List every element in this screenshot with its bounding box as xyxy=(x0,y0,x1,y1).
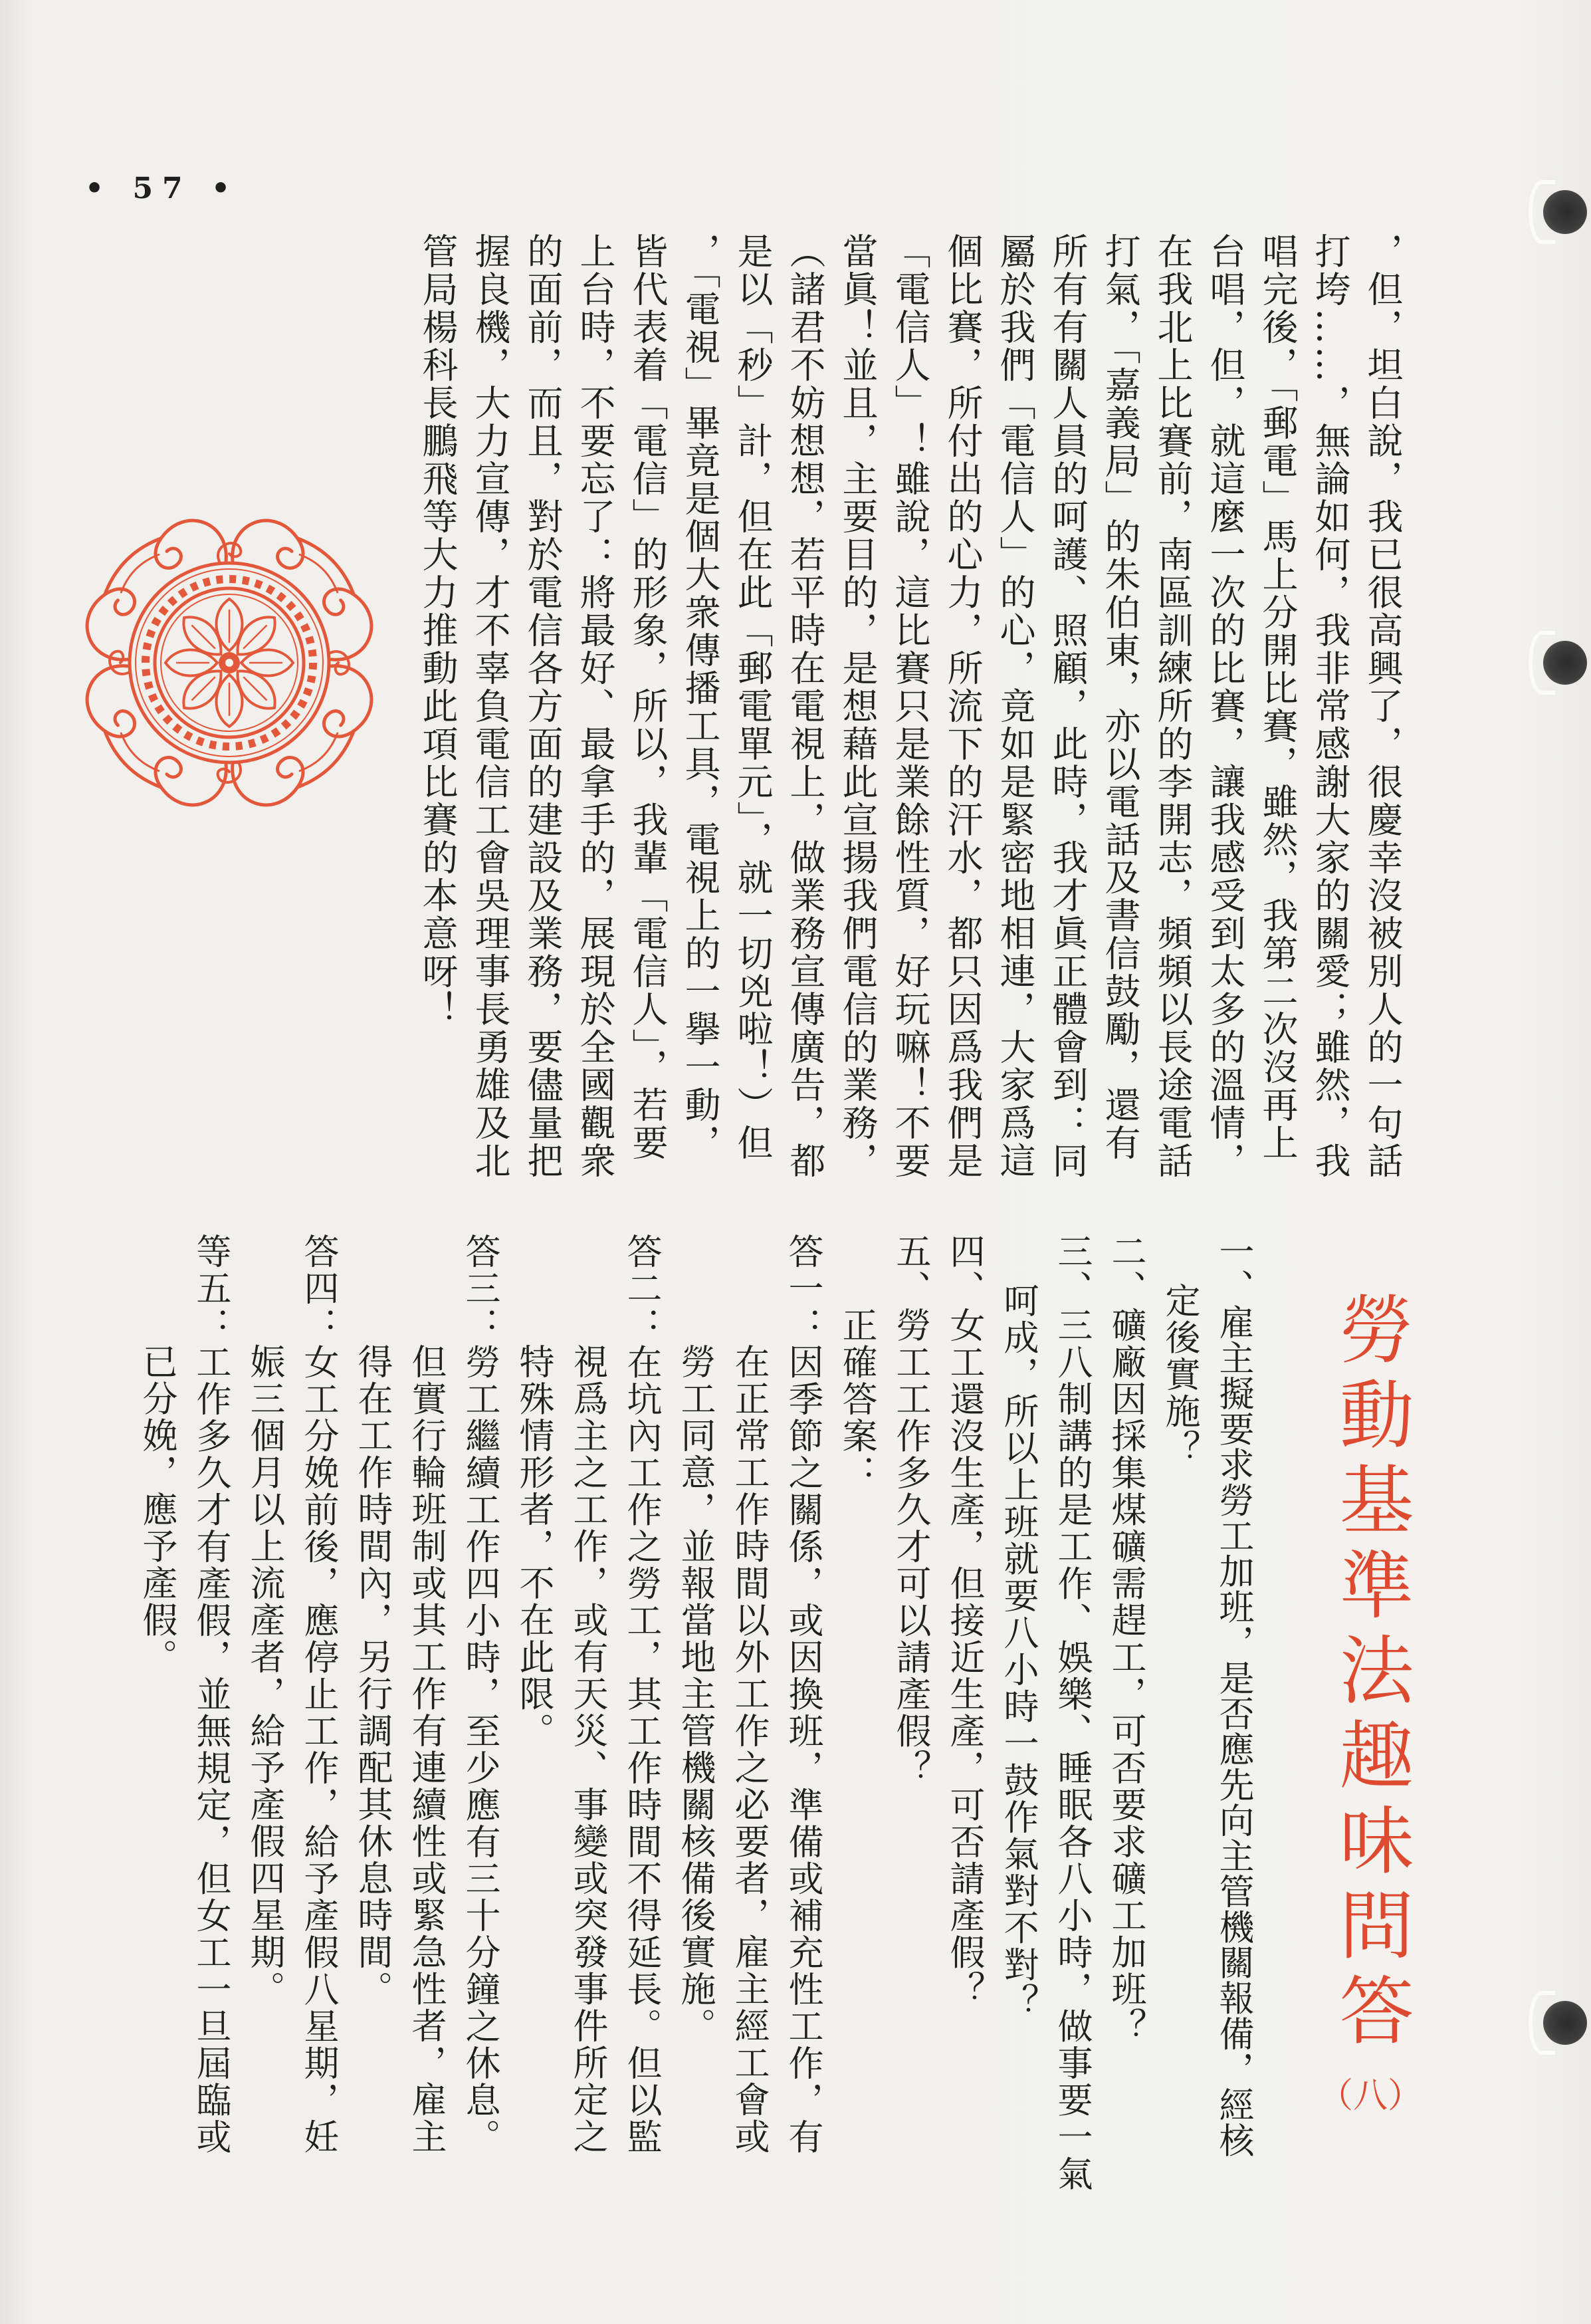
page-number: • 57 • xyxy=(85,172,240,205)
binding-hole-icon xyxy=(1543,190,1587,234)
article-line: 打氣，「嘉義局」的朱伯東，亦以電話及書信鼓勵，還有 xyxy=(1099,233,1141,1162)
article-line: 唱完後，「郵電」馬上分開比賽，雖然，我第二次沒再上 xyxy=(1257,233,1299,1162)
article-line: 在我北上比賽前，南區訓練所的李開志，頻頻以長途電話 xyxy=(1152,233,1194,1180)
answer-line: 得在工作時間內，另行調配其休息時間。 xyxy=(352,1343,393,2008)
article-line: 打垮……，無論如何，我非常感謝大家的關愛；雖然，我 xyxy=(1309,233,1351,1180)
answer-line: 在正常工作時間以外工作之必要者，雇主經工會或 xyxy=(729,1343,770,2155)
answer-line: 答三：勞工繼續工作四小時，至少應有三十分鐘之休息。 xyxy=(460,1233,500,2156)
question-line: 五、勞工工作多久才可以請產假？ xyxy=(891,1233,931,1787)
binding-hole-icon xyxy=(1543,641,1587,685)
answer-line: 勞工同意，並報當地主管機關核備後實施。 xyxy=(675,1343,716,2045)
answer-line: 視爲主之工作，或有天災、事變或突發事件所定之 xyxy=(568,1343,608,2155)
question-line: 一、雇主擬要求勞工加班，是否應先向主管機關報備，經核 xyxy=(1214,1233,1254,2158)
question-line: 二、礦廠因採集煤礦需趕工，可否要求礦工加班？ xyxy=(1106,1233,1146,2045)
article-line: 「電信人」！雖說，這比賽只是業餘性質，好玩嘛！不要 xyxy=(889,233,931,1180)
answer-line: 特殊情形者，不在此限。 xyxy=(514,1343,554,1750)
article-line: 皆代表着「電信」的形象，所以，我輩「電信人」，若要 xyxy=(627,233,669,1162)
article-line: 當眞！並且，主要目的，是想藉此宣揚我們電信的業務， xyxy=(837,233,879,1180)
answer-line: 但實行輪班制或其工作有連續性或緊急性者，雇主 xyxy=(406,1343,447,2155)
answer-line: 已分娩，應予產假。 xyxy=(137,1343,177,1676)
article-line: 所有有關人員的呵護、照顧，此時，我才眞正體會到：同 xyxy=(1047,233,1089,1180)
article-line: 屬於我們「電信人」的心，竟如是緊密地相連，大家爲這 xyxy=(994,233,1036,1180)
article-line: 上台時，不要忘了：將最好、最拿手的，展現於全國觀衆 xyxy=(574,233,616,1180)
answer-line: 答四：女工分娩前後，應停止工作，給予產假八星期，妊 xyxy=(298,1233,339,2156)
lotus-emblem-icon xyxy=(76,510,382,816)
emblem-flower xyxy=(165,599,293,727)
article-text xyxy=(411,233,1409,1190)
question-line: 三、三八制講的是工作、娛樂、睡眠各八小時，做事要一氣 xyxy=(1052,1233,1093,2192)
binding-hole-icon xyxy=(1543,2001,1587,2045)
quiz-title: 勞動基準法趣味問答 xyxy=(1327,1291,1414,2057)
answer-line: 等五：工作多久才有產假，並無規定，但女工一旦屆臨或 xyxy=(191,1233,231,2156)
question-line: 四、女工還沒生產，但接近生產，可否請產假？ xyxy=(944,1233,985,2008)
article-line: 握良機，大力宣傳，才不辜負電信工會吳理事長勇雄及北 xyxy=(469,233,511,1180)
article-line: ，但，坦白說，我已很高興了，很慶幸沒被別人的一句話 xyxy=(1362,233,1404,1180)
question-line: 定後實施？ xyxy=(1160,1282,1200,1467)
article-line: 台唱，但，就這麼一次的比賽，讓我感受到太多的溫情， xyxy=(1204,233,1246,1180)
article-line: （諸君不妨想想，若平時在電視上，做業務宣傳廣告，都 xyxy=(784,233,826,1180)
article-line: ，「電視」畢竟是個大衆傳播工具，電視上的一擧一動， xyxy=(679,233,721,1162)
quiz-part-number: （八） xyxy=(1319,2076,1423,2116)
answer-line: 娠三個月以上流產者，給予產假四星期。 xyxy=(245,1343,285,2008)
article-line: 管局楊科長鵬飛等大力推動此項比賽的本意呀！ xyxy=(417,233,459,1028)
article-line: 個比賽，所付出的心力，所流下的汗水，都只因爲我們是 xyxy=(942,233,984,1180)
article-line: 是以「秒」計，但在此「郵電單元」，就一切兇啦！）但 xyxy=(732,233,774,1162)
answer-line: 答一：因季節之關係，或因換班，準備或補充性工作，有 xyxy=(783,1233,823,2156)
quiz-body xyxy=(130,1233,1261,2192)
article-line: 的面前，而且，對於電信各方面的建設及業務，要儘量把 xyxy=(522,233,564,1180)
question-line: 呵成，所以上班就要八小時一鼓作氣對不對？ xyxy=(998,1282,1039,2020)
answers-heading: 正確答案： xyxy=(837,1307,877,1492)
answer-line: 答二：在坑內工作之勞工，其工作時間不得延長。但以監 xyxy=(621,1233,662,2156)
